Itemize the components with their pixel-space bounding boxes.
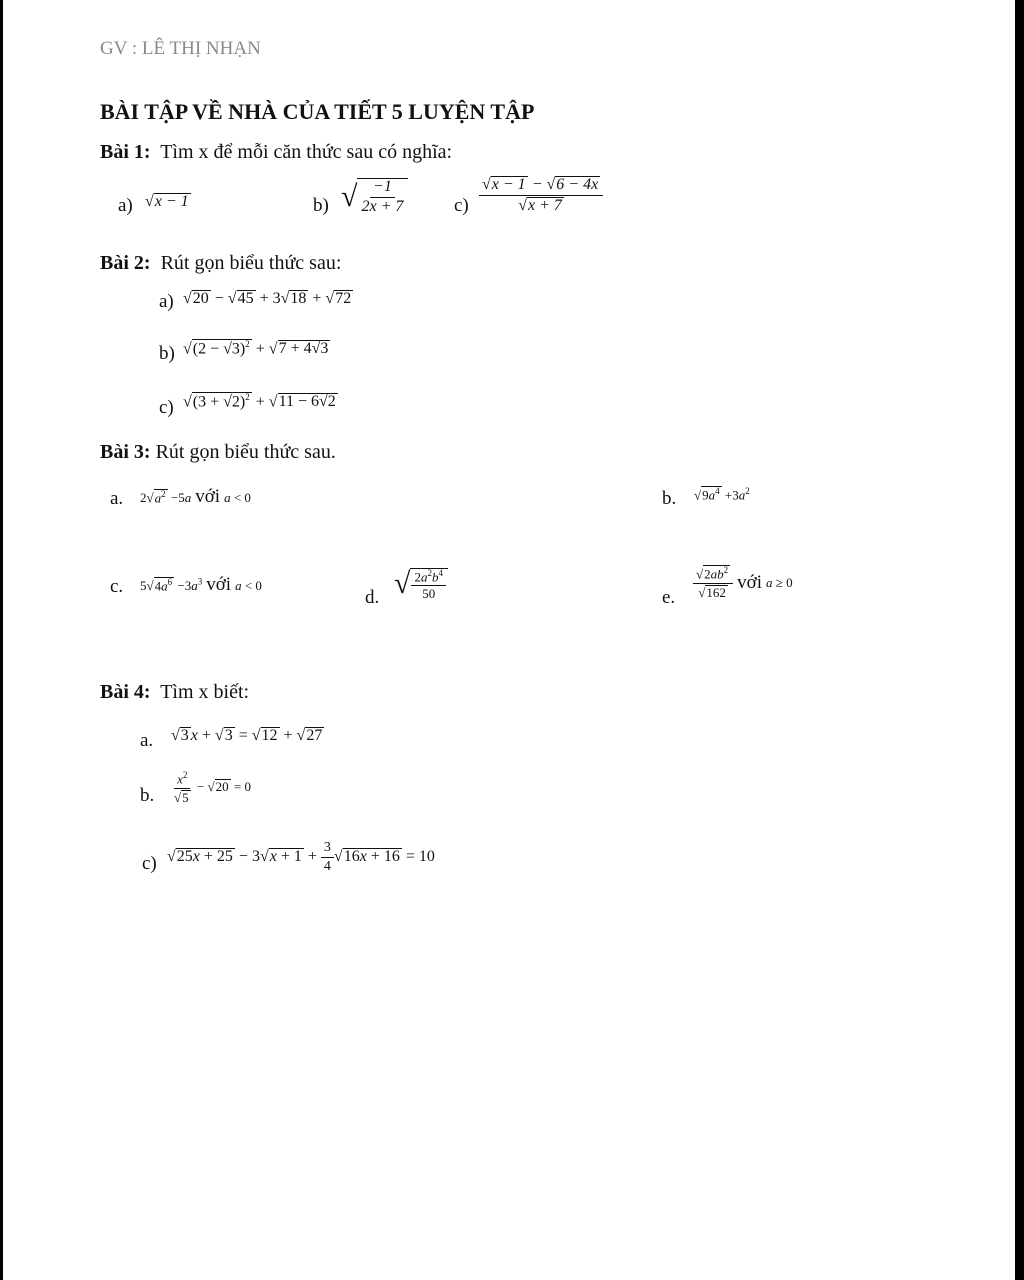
exercise-2-label: Bài 2: bbox=[100, 252, 151, 274]
exercise-3-heading bbox=[100, 441, 336, 464]
exercise-4a-label: a. bbox=[140, 730, 154, 751]
exercise-3-text: Rút gọn biểu thức sau. bbox=[155, 441, 336, 463]
exercise-3c-label: c. bbox=[110, 576, 124, 597]
exercise-1-label: Bài 1: bbox=[100, 141, 151, 163]
exercise-4b-formula: $\frac{x^2}{√5}$ − √20 = 0 bbox=[174, 770, 251, 806]
exercise-3a-voi: với bbox=[195, 486, 221, 507]
exercise-3e-label: e. bbox=[662, 587, 676, 608]
exercise-1b-formula: √ $\frac{-1}{2x + 7}$ bbox=[341, 178, 408, 216]
exercise-3d-label: d. bbox=[365, 587, 380, 608]
exercise-1c-formula: $\frac{√x - 1 - √6 - 4x}{√x + 7}$ bbox=[479, 176, 603, 215]
exercise-4c-label: c) bbox=[142, 853, 157, 874]
exercise-2b-label: b) bbox=[159, 343, 175, 364]
exercise-4-label: Bài 4: bbox=[100, 681, 151, 703]
exercise-1c-label: c) bbox=[454, 195, 469, 216]
exercise-1a-label: a) bbox=[118, 195, 133, 216]
exercise-3c-formula: $5√4a^6 -3a^3$ với a < 0 bbox=[140, 574, 262, 595]
exercise-2c-label: c) bbox=[159, 397, 174, 418]
exercise-2a-label: a) bbox=[159, 291, 174, 312]
exercise-1-heading bbox=[100, 141, 452, 164]
exercise-3b-label: b. bbox=[662, 488, 677, 509]
exercise-1a-formula: √x − 1 bbox=[145, 193, 189, 210]
document-page bbox=[3, 0, 1015, 1280]
exercise-2a-formula: √20 − √45 + 3√18 + √72 bbox=[183, 290, 352, 307]
exercise-3c-voi: với bbox=[206, 574, 232, 595]
exercise-1b-label: b) bbox=[313, 195, 329, 216]
exercise-4-text: Tìm x biết: bbox=[160, 681, 250, 703]
exercise-4a-formula: √3 x + √3 = √12 + √27 bbox=[171, 727, 323, 744]
exercise-3e-formula: $\frac{√2ab^2}{√162}$ với a ≥ 0 bbox=[693, 565, 793, 601]
exercise-1-text: Tìm x để mỗi căn thức sau có nghĩa: bbox=[160, 141, 453, 163]
exercise-3a-label: a. bbox=[110, 488, 124, 509]
exercise-4-heading bbox=[100, 681, 249, 704]
exercise-2-heading bbox=[100, 252, 341, 275]
exercise-3d-formula: √ $\frac{2a^2b^4}{50}$ bbox=[394, 567, 448, 601]
exercise-2c-formula: $√(3 + √2)^2 + √11 - 6√2$ bbox=[183, 392, 336, 411]
exercise-3-label: Bài 3: bbox=[100, 441, 151, 463]
exercise-3e-voi: với bbox=[737, 572, 762, 594]
exercise-3a-formula: $2√a^2 -5a$ với a < 0 bbox=[140, 486, 251, 507]
page-title: BÀI TẬP VỀ NHÀ CỦA TIẾT 5 LUYỆN TẬP bbox=[100, 99, 535, 124]
exercise-3b-formula: $√9a^4 +3a^2$ bbox=[694, 486, 750, 503]
exercise-2-text: Rút gọn biểu thức sau: bbox=[160, 252, 342, 274]
exercise-4c-formula: √25x + 25 − 3√x + 1 + $\frac{3}{4}$ √16x + 16 = 10 bbox=[167, 840, 435, 874]
teacher-header: GV : LÊ THỊ NHẠN bbox=[100, 38, 261, 59]
exercise-2b-formula: $√(2 - √3)^2 + √7 + 4√3$ bbox=[183, 339, 329, 358]
exercise-4b-label: b. bbox=[140, 785, 155, 806]
